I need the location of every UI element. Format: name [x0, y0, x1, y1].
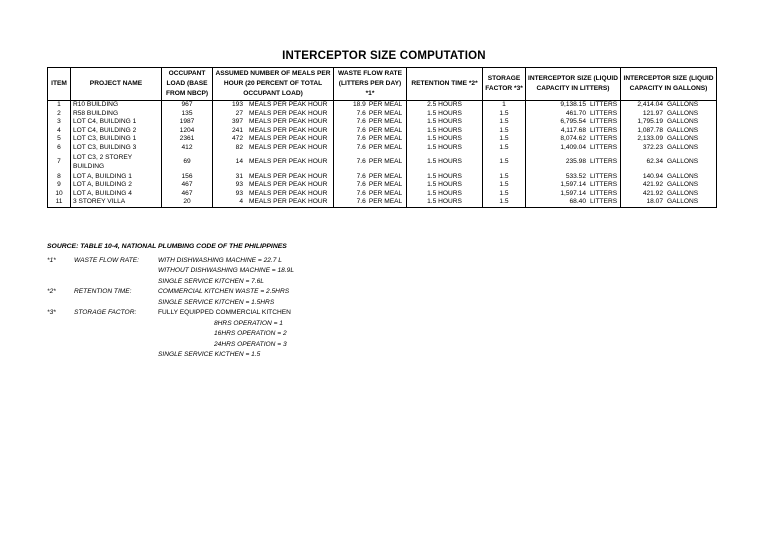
header-storage: STORAGE FACTOR *3*: [483, 68, 526, 101]
size-gallons-value: 62.34: [646, 158, 663, 166]
note-2-line: SINGLE SERVICE KITCHEN = 1.5HRS: [158, 298, 275, 306]
size-liters-unit: LITTERS: [590, 126, 618, 134]
cell-retention: 1.5 HOURS: [407, 173, 483, 182]
cell-storage: 1.5: [483, 127, 526, 136]
meals-value: 472: [231, 135, 243, 143]
header-waste: WASTE FLOW RATE (LITTERS PER DAY) *1*: [334, 68, 407, 101]
cell-waste: [334, 118, 407, 127]
table-row: [48, 135, 717, 144]
note-3-last: SINGLE SERVICE KICTHEN = 1.5: [158, 351, 261, 358]
note-2-line: COMMERCIAL KITCHEN WASTE = 2.5HRS: [158, 288, 290, 295]
size-gallons-value: 1,795.19: [637, 118, 663, 126]
cell-storage: 1.5: [483, 135, 526, 144]
waste-unit: PER MEAL: [368, 143, 403, 151]
cell-storage: 1.5: [483, 198, 526, 207]
note-1-label: WASTE FLOW RATE:: [74, 256, 139, 264]
table-row: [48, 144, 717, 153]
cell-storage: 1.5: [483, 118, 526, 127]
meals-value: 82: [235, 143, 243, 151]
cell-size-liters: [526, 144, 621, 153]
cell-meals: [213, 198, 334, 207]
size-liters-unit: LITTERS: [590, 109, 618, 117]
meals-value: 397: [231, 118, 243, 126]
cell-occupant: 2361: [162, 135, 213, 144]
table-row: [48, 190, 717, 199]
cell-occupant: 467: [162, 181, 213, 190]
size-liters-value: 68.40: [569, 198, 586, 206]
cell-waste: [334, 153, 407, 173]
cell-size-gallons: [621, 127, 717, 136]
header-occupant: OCCUPANT LOAD (BASE FROM NBCP): [162, 68, 213, 101]
table-row: [48, 118, 717, 127]
header-retention: RETENTION TIME *2*: [407, 68, 483, 101]
cell-retention: 1.5 HOURS: [407, 181, 483, 190]
header-size-gallons: INTERCEPTOR SIZE (LIQUID CAPACITY IN GALLONS): [621, 68, 717, 101]
cell-occupant: 967: [162, 101, 213, 110]
size-liters-value: 1,597.14: [560, 189, 586, 197]
cell-project: 3 STOREY VILLA: [71, 198, 162, 207]
note-1-line: WITH DISHWASHING MACHINE = 22.7 L: [158, 256, 282, 264]
table-row: [48, 101, 717, 110]
cell-size-gallons: [621, 118, 717, 127]
size-gallons-unit: GALLONS: [667, 198, 699, 206]
cell-size-gallons: [621, 135, 717, 144]
size-liters-value: 6,795.54: [560, 118, 586, 126]
meals-unit: MEALS PER PEAK HOUR: [249, 126, 328, 134]
size-gallons-value: 421.92: [642, 189, 663, 197]
table-row: [48, 127, 717, 136]
cell-size-liters: [526, 135, 621, 144]
cell-project: LOT C3, BUILDING 3: [71, 144, 162, 153]
waste-unit: PER MEAL: [368, 101, 403, 108]
size-liters-unit: LITTERS: [590, 135, 618, 143]
size-gallons-value: 421.92: [642, 181, 663, 189]
cell-project: LOT C3, BUILDING 1: [71, 135, 162, 144]
meals-value: 14: [235, 158, 243, 166]
table-header: [48, 68, 717, 101]
waste-value: 7.6: [356, 172, 366, 180]
note-3: [47, 308, 447, 319]
header-size-liters: INTERCEPTOR SIZE (LIQUID CAPACITY IN LITTERS): [526, 68, 621, 101]
size-gallons-value: 1,087.78: [637, 126, 663, 134]
header-item: ITEM: [48, 68, 71, 101]
table-row: [48, 173, 717, 182]
size-gallons-unit: GALLONS: [667, 143, 699, 151]
cell-storage: 1.5: [483, 190, 526, 199]
note-1: [47, 256, 447, 267]
cell-item: 3: [48, 118, 71, 127]
size-liters-unit: LITTERS: [590, 172, 618, 180]
waste-unit: PER MEAL: [368, 109, 403, 117]
cell-meals: [213, 101, 334, 110]
cell-project: LOT C3, 2 STOREY BUILDING: [71, 153, 162, 173]
size-liters-value: 8,074.62: [560, 135, 586, 143]
cell-retention: 1.5 HOURS: [407, 127, 483, 136]
cell-retention: 1.5 HOURS: [407, 144, 483, 153]
cell-occupant: 156: [162, 173, 213, 182]
cell-meals: [213, 181, 334, 190]
note-3-key: *3*: [47, 309, 56, 316]
size-liters-unit: LITTERS: [590, 158, 618, 166]
cell-occupant: 69: [162, 153, 213, 173]
waste-value: 18.9: [352, 101, 366, 108]
cell-size-liters: [526, 101, 621, 110]
cell-size-liters: [526, 198, 621, 207]
waste-value: 7.6: [356, 198, 366, 206]
size-gallons-value: 2,414.04: [637, 101, 663, 108]
cell-size-liters: [526, 173, 621, 182]
waste-value: 7.6: [356, 126, 366, 134]
cell-waste: [334, 190, 407, 199]
meals-value: 4: [239, 198, 243, 206]
meals-unit: MEALS PER PEAK HOUR: [249, 181, 328, 189]
waste-value: 7.6: [356, 158, 366, 166]
cell-occupant: 1987: [162, 118, 213, 127]
cell-waste: [334, 135, 407, 144]
cell-storage: 1: [483, 101, 526, 110]
size-gallons-unit: GALLONS: [667, 109, 699, 117]
size-liters-unit: LITTERS: [590, 198, 618, 206]
cell-meals: [213, 190, 334, 199]
meals-unit: MEALS PER PEAK HOUR: [249, 158, 328, 166]
note-3-label: STORAGE FACTOR:: [74, 309, 137, 316]
header-project: PROJECT NAME: [71, 68, 162, 101]
cell-meals: [213, 135, 334, 144]
cell-meals: [213, 173, 334, 182]
cell-size-gallons: [621, 110, 717, 119]
waste-value: 7.6: [356, 143, 366, 151]
size-gallons-unit: GALLONS: [667, 126, 699, 134]
cell-size-liters: [526, 190, 621, 199]
cell-meals: [213, 127, 334, 136]
meals-unit: MEALS PER PEAK HOUR: [249, 172, 328, 180]
cell-occupant: 412: [162, 144, 213, 153]
cell-item: 4: [48, 127, 71, 136]
note-2-key: *2*: [47, 288, 56, 295]
cell-item: 6: [48, 144, 71, 153]
size-liters-value: 1,597.14: [560, 181, 586, 189]
cell-occupant: 467: [162, 190, 213, 199]
waste-value: 7.6: [356, 109, 366, 117]
table-row: [48, 110, 717, 119]
meals-unit: MEALS PER PEAK HOUR: [249, 101, 328, 108]
size-gallons-unit: GALLONS: [667, 172, 699, 180]
meals-unit: MEALS PER PEAK HOUR: [249, 135, 328, 143]
waste-value: 7.6: [356, 189, 366, 197]
cell-project: LOT A, BUILDING 4: [71, 190, 162, 199]
cell-waste: [334, 101, 407, 110]
waste-unit: PER MEAL: [368, 189, 403, 197]
size-gallons-value: 18.07: [646, 198, 663, 206]
cell-project: LOT A, BUILDING 1: [71, 173, 162, 182]
waste-unit: PER MEAL: [368, 181, 403, 189]
size-liters-unit: LITTERS: [590, 101, 618, 108]
note-1-line: WITHOUT DISHWASHING MACHINE = 18.9L: [158, 267, 294, 274]
size-gallons-unit: GALLONS: [667, 158, 699, 166]
interceptor-table: [47, 67, 717, 208]
cell-storage: 1.5: [483, 153, 526, 173]
size-liters-unit: LITTERS: [590, 118, 618, 126]
cell-retention: 1.5 HOURS: [407, 135, 483, 144]
cell-storage: 1.5: [483, 181, 526, 190]
cell-project: LOT C4, BUILDING 1: [71, 118, 162, 127]
waste-value: 7.6: [356, 118, 366, 126]
cell-size-liters: [526, 153, 621, 173]
cell-retention: 1.5 HOURS: [407, 118, 483, 127]
waste-unit: PER MEAL: [368, 172, 403, 180]
cell-retention: 2.5 HOURS: [407, 101, 483, 110]
table-body: [48, 101, 717, 208]
cell-item: 11: [48, 198, 71, 207]
table-row: [48, 153, 717, 173]
size-gallons-unit: GALLONS: [667, 135, 699, 143]
waste-unit: PER MEAL: [368, 135, 403, 143]
cell-retention: 1.5 HOURS: [407, 110, 483, 119]
size-liters-value: 4,117.68: [560, 126, 586, 134]
meals-unit: MEALS PER PEAK HOUR: [249, 109, 328, 117]
meals-unit: MEALS PER PEAK HOUR: [249, 198, 328, 206]
cell-occupant: 1204: [162, 127, 213, 136]
cell-item: 2: [48, 110, 71, 119]
size-liters-unit: LITTERS: [590, 189, 618, 197]
cell-waste: [334, 173, 407, 182]
cell-item: 10: [48, 190, 71, 199]
note-2: [47, 287, 447, 298]
cell-retention: 1.5 HOURS: [407, 198, 483, 207]
cell-storage: 1.5: [483, 110, 526, 119]
size-gallons-unit: GALLONS: [667, 101, 699, 108]
cell-size-liters: [526, 118, 621, 127]
cell-meals: [213, 153, 334, 173]
cell-storage: 1.5: [483, 144, 526, 153]
size-gallons-unit: GALLONS: [667, 181, 699, 189]
cell-waste: [334, 144, 407, 153]
size-gallons-unit: GALLONS: [667, 189, 699, 197]
cell-project: LOT C4, BUILDING 2: [71, 127, 162, 136]
size-liters-value: 533.52: [565, 172, 586, 180]
cell-size-gallons: [621, 181, 717, 190]
page-title: INTERCEPTOR SIZE COMPUTATION: [282, 50, 486, 62]
cell-size-liters: [526, 110, 621, 119]
cell-size-gallons: [621, 101, 717, 110]
cell-meals: [213, 110, 334, 119]
cell-waste: [334, 110, 407, 119]
note-3-sub: 16HRS OPERATION = 2: [214, 330, 287, 337]
waste-unit: PER MEAL: [368, 126, 403, 134]
waste-value: 7.6: [356, 135, 366, 143]
meals-value: 193: [231, 101, 243, 108]
cell-item: 5: [48, 135, 71, 144]
note-2-label: RETENTION TIME:: [74, 288, 132, 295]
size-liters-value: 1,409.04: [560, 143, 586, 151]
size-gallons-value: 2,133.09: [637, 135, 663, 143]
note-3-sub: 24HRS OPERATION = 3: [214, 340, 287, 348]
cell-size-liters: [526, 127, 621, 136]
note-1-line: SINGLE SERVICE KITCHEN = 7.6L: [158, 277, 264, 285]
cell-meals: [213, 118, 334, 127]
cell-meals: [213, 144, 334, 153]
cell-storage: 1.5: [483, 173, 526, 182]
meals-value: 93: [235, 189, 243, 197]
meals-unit: MEALS PER PEAK HOUR: [249, 118, 328, 126]
size-liters-value: 235.98: [565, 158, 586, 166]
meals-value: 93: [235, 181, 243, 189]
meals-value: 27: [235, 109, 243, 117]
table-row: [48, 198, 717, 207]
cell-occupant: 135: [162, 110, 213, 119]
cell-size-liters: [526, 181, 621, 190]
meals-value: 31: [235, 172, 243, 180]
size-liters-value: 9,138.15: [560, 101, 586, 108]
size-gallons-value: 140.94: [642, 172, 663, 180]
size-liters-unit: LITTERS: [590, 181, 618, 189]
cell-size-gallons: [621, 198, 717, 207]
cell-project: R10 BUILDING: [71, 101, 162, 110]
meals-unit: MEALS PER PEAK HOUR: [249, 189, 328, 197]
note-1-key: *1*: [47, 256, 56, 264]
cell-waste: [334, 181, 407, 190]
waste-unit: PER MEAL: [368, 198, 403, 206]
cell-size-gallons: [621, 190, 717, 199]
meals-unit: MEALS PER PEAK HOUR: [249, 143, 328, 151]
cell-size-gallons: [621, 173, 717, 182]
cell-item: 8: [48, 173, 71, 182]
cell-retention: 1.5 HOURS: [407, 190, 483, 199]
cell-waste: [334, 198, 407, 207]
cell-item: 1: [48, 101, 71, 110]
size-gallons-value: 121.97: [642, 109, 663, 117]
cell-retention: 1.5 HOURS: [407, 153, 483, 173]
cell-item: 9: [48, 181, 71, 190]
cell-project: LOT A, BUILDING 2: [71, 181, 162, 190]
size-gallons-value: 372.23: [642, 143, 663, 151]
cell-size-gallons: [621, 153, 717, 173]
size-gallons-unit: GALLONS: [667, 118, 699, 126]
size-liters-value: 461.70: [565, 109, 586, 117]
waste-unit: PER MEAL: [368, 158, 403, 166]
cell-waste: [334, 127, 407, 136]
waste-unit: PER MEAL: [368, 118, 403, 126]
size-liters-unit: LITTERS: [590, 143, 618, 151]
source-note: SOURCE: TABLE 10-4, NATIONAL PLUMBING CODE OF THE PHILIPPINES: [47, 243, 287, 250]
table-row: [48, 181, 717, 190]
cell-occupant: 20: [162, 198, 213, 207]
note-3-sub: 8HRS OPERATION = 1: [214, 319, 283, 327]
cell-size-gallons: [621, 144, 717, 153]
note-3-line: FULLY EQUIPPED COMMERCIAL KITCHEN: [158, 309, 291, 316]
meals-value: 241: [231, 126, 243, 134]
waste-value: 7.6: [356, 181, 366, 189]
cell-item: 7: [48, 153, 71, 173]
notes-section: [47, 242, 447, 361]
cell-project: R58 BUILDING: [71, 110, 162, 119]
header-meals: ASSUMED NUMBER OF MEALS PER HOUR (20 PERCENT OF TOTAL OCCUPANT LOAD): [213, 68, 334, 101]
